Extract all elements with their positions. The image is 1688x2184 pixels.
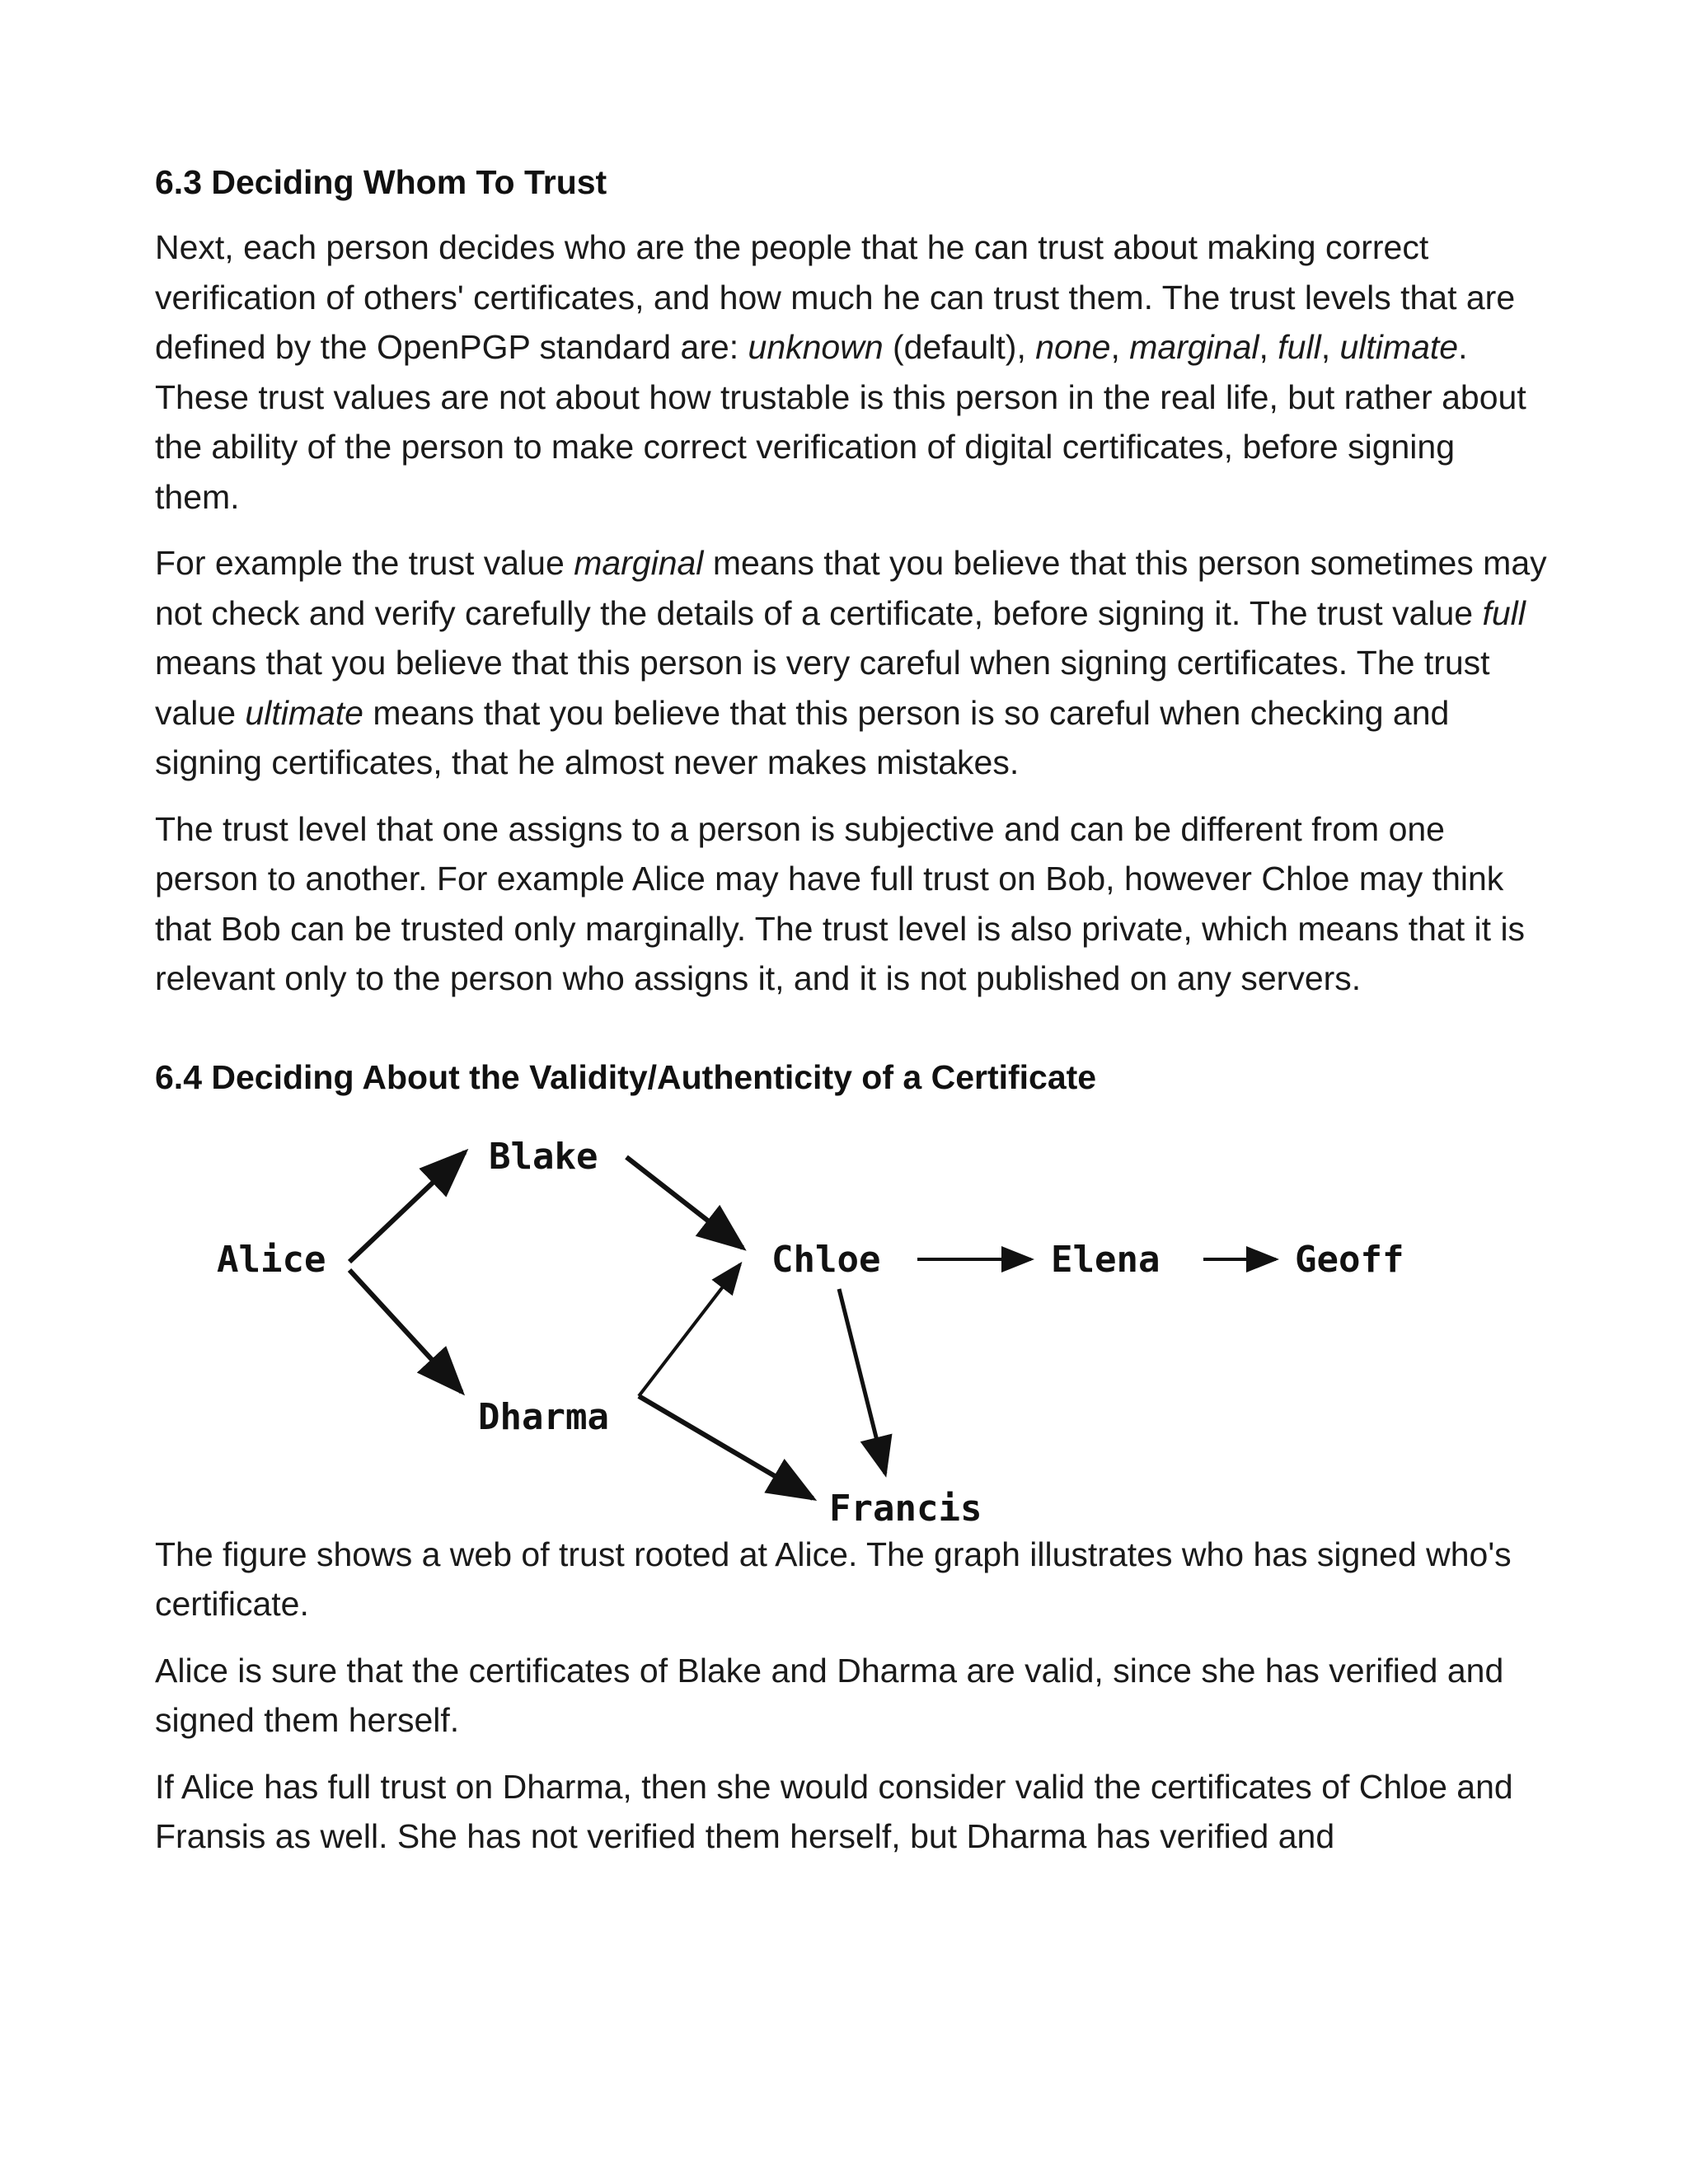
edge-dharma-francis (639, 1396, 813, 1498)
paragraph-alice-verified: Alice is sure that the certificates of Blake and Dharma are valid, since she has verified and signed them herself. (155, 1651, 1504, 1739)
edge-alice-dharma (349, 1270, 462, 1392)
edge-alice-blake (349, 1152, 465, 1262)
node-geoff: Geoff (1295, 1238, 1404, 1281)
edge-blake-chloe (626, 1157, 743, 1248)
node-blake: Blake (489, 1135, 598, 1178)
paragraph-trust-examples: For example the trust value marginal means that you believe that this person sometimes may not check and verify carefully the details of a certificate, before signing it. The trust value full means that you believe that this person is very careful when signing certificates. The trust value ultimate means that you believe that this person is so careful when checking and signing certificates, that he almost never makes mistakes. (155, 544, 1547, 781)
section-heading-6-3: 6.3 Deciding Whom To Trust (155, 163, 607, 201)
edge-chloe-francis (839, 1289, 885, 1474)
node-francis: Francis (829, 1487, 982, 1530)
paragraph-figure-caption: The figure shows a web of trust rooted at Alice. The graph illustrates who has signed who's certificate. (155, 1535, 1512, 1623)
paragraph-trust-levels: Next, each person decides who are the people that he can trust about making correct verification of others' certificates, and how much he can trust them. The trust levels that are defined by the OpenPGP standard are: unknown (default), none, marginal, full, ultimate. These trust values are not about how trustable is this person in the real life, but rather about the ability of the person to make correct verification of digital certificates, before signing them. (155, 228, 1526, 516)
paragraph-trust-subjective: The trust level that one assigns to a person is subjective and can be different from one person to another. For example Alice may have full trust on Bob, however Chloe may think that Bob can be trusted only marginally. The trust level is also private, which means that it is relevant only to the person who assigns it, and it is not published on any servers. (155, 809, 1526, 997)
node-dharma: Dharma (478, 1395, 609, 1438)
web-of-trust-diagram (155, 1101, 1548, 1530)
node-chloe: Chloe (771, 1238, 881, 1281)
page-content (155, 158, 1548, 1862)
edge-dharma-chloe (639, 1264, 740, 1396)
section-heading-6-4: 6.4 Deciding About the Validity/Authenticity of a Certificate (155, 1057, 1097, 1096)
node-alice: Alice (217, 1238, 326, 1281)
web-of-trust-graph (155, 1101, 1548, 1530)
paragraph-alice-full-trust: If Alice has full trust on Dharma, then she would consider valid the certificates of Chloe and Fransis as well. She has not verified them herself, but Dharma has verified and (155, 1767, 1513, 1855)
node-elena: Elena (1051, 1238, 1160, 1281)
